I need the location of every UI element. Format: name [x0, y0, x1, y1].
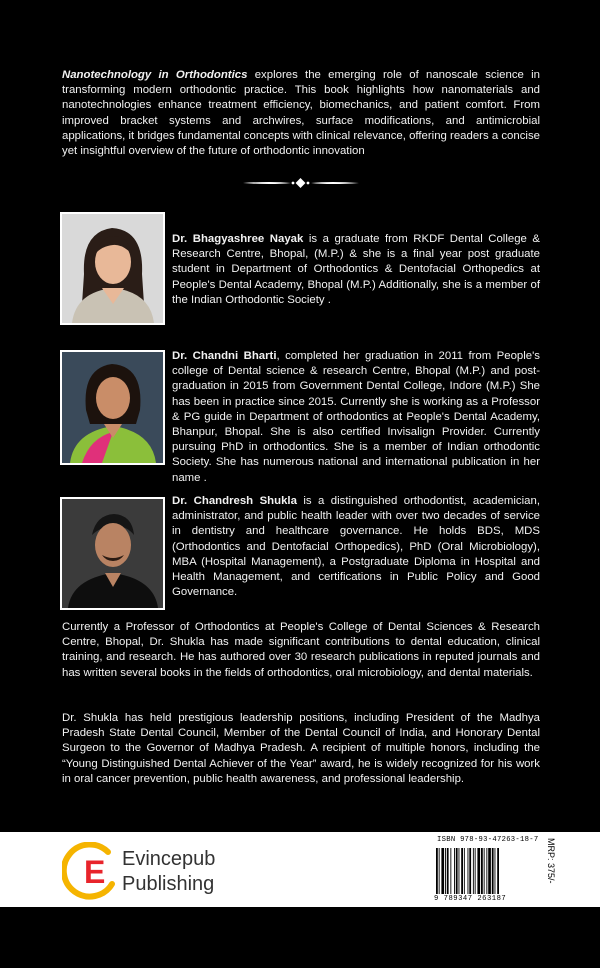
author-photo-chandresh: [60, 497, 165, 610]
barcode-bar: [461, 848, 463, 894]
author-name: Dr. Bhagyashree Nayak: [172, 233, 304, 245]
barcode-bar: [459, 848, 460, 894]
author-bio-bhagyashree: [172, 232, 540, 308]
intro-text: explores the emerging role of nanoscale science in transforming modern orthodontic practice. This book highlights how nanomaterials and nanotechnologies enhance treatment efficiency, biomechanics, and patient comfort. From improved bracket systems and archwires, surface modifications, and antimicrobial applications, it bridges fundamental concepts with clinical relevance, offering readers a concise yet insightful overview of the future of orthodontic innovation: [62, 69, 541, 158]
barcode-bar: [439, 848, 440, 894]
barcode-bar: [464, 848, 465, 894]
barcode-bar: [492, 848, 494, 894]
ornament-divider: [241, 177, 361, 189]
intro-paragraph: [62, 68, 540, 159]
barcode-bar: [445, 848, 446, 894]
publisher-logo: [62, 842, 232, 900]
barcode-bar: [436, 848, 438, 894]
book-title: Nanotechnology in Orthodontics: [62, 69, 248, 81]
barcode-bar: [450, 848, 451, 894]
barcode-bar: [484, 848, 485, 894]
barcode-bar: [454, 848, 455, 894]
author-bio-text: is a graduate from RKDF Dental College & Research Centre, Bhopal, (M.P.) & she is a final year post graduate student in Department of Orthodontics & Dentofacial Orthopedics at People's Dental Academy, Bhopal (M.P.) Additionally, she is a member of the Indian Orthodontic Society .: [172, 233, 540, 306]
author-bio-text: is a distinguished orthodontist, academician, administrator, and public health leader with over two decades of service in dentistry and healthcare governance. He holds BDS, MDS (Orthodontics and Dentofacial Orthopedics), PhD (Oral Microbiology), MBA (Hospital Management), a Postgraduate Diploma in Hospital and Health Management, and certifications in Public Policy and Good Governance.: [172, 495, 540, 599]
mrp-price: MRP: 375/-: [546, 838, 556, 884]
author-name: Dr. Chandni Bharti: [172, 350, 277, 362]
barcode-bar: [486, 848, 487, 894]
barcode-bar: [447, 848, 449, 894]
author-bio-chandresh: [172, 494, 540, 600]
barcode-bar: [456, 848, 458, 894]
paragraph-leadership: Dr. Shukla has held prestigious leadership positions, including President of the Madhya Pradesh State Dental Council, Member of the Dental Council of India, and Honorary Dental Surgeon to the Governor of Madhya Pradesh. A recipient of multiple honors, including the “Young Distinguished Dental Achiever of the Year” award, he is widely recognized for his work in oral cancer prevention, public health awareness, and professional leadership.: [62, 712, 540, 785]
barcode-bar: [477, 848, 480, 894]
ean-digits: 9 789347 263187: [434, 895, 507, 903]
barcode-bar: [468, 848, 469, 894]
publisher-logo-icon: [62, 842, 122, 900]
barcode-bar: [473, 848, 474, 894]
logo-letter: E: [84, 854, 106, 890]
barcode-bar: [469, 848, 471, 894]
isbn-text: ISBN 978-93-47263-18-7: [437, 836, 539, 844]
author-photo-chandni: [60, 350, 165, 465]
author-bio-chandni: [172, 349, 540, 486]
paragraph-career: Currently a Professor of Orthodontics at People's College of Dental Sciences & Research Centre, Bhopal, Dr. Shukla has made significant contributions to dental education, clinical training, and research. He has authored over 30 research publications in reputed journals and has written several books in the fields of orthodontics, oral microbiology, and dental materials.: [62, 621, 540, 679]
author-bio-text: , completed her graduation in 2011 from People's college of Dental science & research Centre, Bhopal (M.P.) and post-graduation in 2015 from Government Dental College, Indore (M.P.) She has been in practice since 2015. Currently she is working as a Professor & PG guide in Department of orthodontics at People's Dental Academy, Bhanpur, Bhopal. She is also certified Invisalign Provider. Currently pursuing PhD in orthodontics. She is a member of Indian orthodontic Society. She has numerous national and international publication in her name .: [172, 350, 540, 484]
barcode-bar: [475, 848, 476, 894]
barcode-bar: [488, 848, 491, 894]
author-photo-bhagyashree: [60, 212, 165, 325]
barcode-bar: [497, 848, 499, 894]
publisher-name-line1: Evincepub: [122, 848, 216, 870]
publisher-name-line2: Publishing: [122, 873, 215, 895]
author-name: Dr. Chandresh Shukla: [172, 495, 297, 507]
barcode-bar: [495, 848, 496, 894]
barcode-bar: [441, 848, 444, 894]
barcode-bar: [481, 848, 483, 894]
